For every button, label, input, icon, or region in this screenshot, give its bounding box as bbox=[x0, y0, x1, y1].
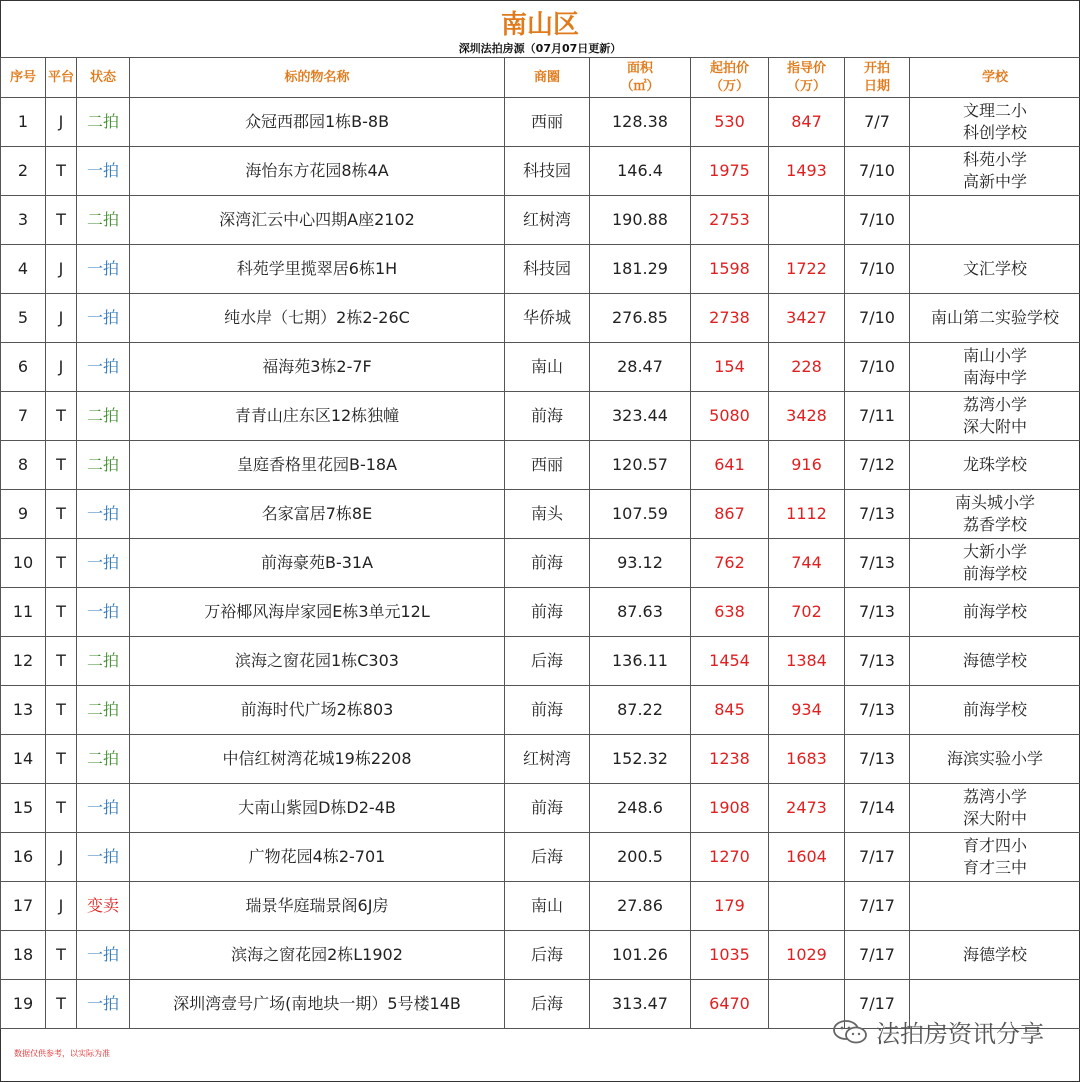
watermark bbox=[832, 1014, 1044, 1049]
cell-district: 前海 bbox=[505, 588, 590, 637]
disclaimer-note: 数据仅供参考，以实际为准 bbox=[14, 1049, 110, 1058]
school-name-2: 深大附中 bbox=[962, 417, 1027, 436]
cell-school bbox=[910, 343, 1080, 392]
cell-school bbox=[910, 588, 1080, 637]
cell-no: 19 bbox=[1, 980, 46, 1029]
school-name-2: 深大附中 bbox=[962, 809, 1027, 828]
school-name-1: 文理二小 bbox=[962, 101, 1027, 120]
school-name-1: 海滨实验小学 bbox=[946, 749, 1043, 768]
table-row bbox=[1, 196, 1080, 245]
school-name-1: 文汇学校 bbox=[962, 259, 1027, 278]
table-row bbox=[1, 294, 1080, 343]
table-row bbox=[1, 392, 1080, 441]
school-name-2: 育才三中 bbox=[962, 858, 1027, 877]
cell-district: 南山 bbox=[505, 343, 590, 392]
cell-no: 6 bbox=[1, 343, 46, 392]
cell-area: 28.47 bbox=[590, 343, 691, 392]
cell-platform: J bbox=[46, 245, 77, 294]
cell-district: 科技园 bbox=[505, 245, 590, 294]
cell-status: 二拍 bbox=[77, 686, 130, 735]
cell-date: 7/13 bbox=[845, 588, 910, 637]
cell-district: 后海 bbox=[505, 931, 590, 980]
cell-date: 7/17 bbox=[845, 980, 910, 1029]
cell-name: 大南山紫园D栋D2-4B bbox=[130, 784, 505, 833]
cell-name: 滨海之窗花园1栋C303 bbox=[130, 637, 505, 686]
cell-school bbox=[910, 98, 1080, 147]
page-subtitle: 深圳法拍房源（07月07日更新） bbox=[458, 42, 622, 55]
cell-area: 120.57 bbox=[590, 441, 691, 490]
cell-district: 前海 bbox=[505, 686, 590, 735]
cell-date: 7/13 bbox=[845, 637, 910, 686]
cell-district: 红树湾 bbox=[505, 735, 590, 784]
cell-district: 前海 bbox=[505, 392, 590, 441]
cell-no: 18 bbox=[1, 931, 46, 980]
cell-name: 青青山庄东区12栋独幢 bbox=[130, 392, 505, 441]
col-header-no: 序号 bbox=[1, 58, 46, 98]
cell-area: 313.47 bbox=[590, 980, 691, 1029]
cell-area: 190.88 bbox=[590, 196, 691, 245]
cell-date: 7/10 bbox=[845, 196, 910, 245]
cell-start-price: 530 bbox=[691, 98, 769, 147]
cell-status: 二拍 bbox=[77, 637, 130, 686]
col-header-start-price: 起拍价 （万） bbox=[691, 58, 769, 98]
cell-guide-price: 1384 bbox=[769, 637, 845, 686]
cell-school bbox=[910, 833, 1080, 882]
cell-status: 一拍 bbox=[77, 294, 130, 343]
cell-start-price: 154 bbox=[691, 343, 769, 392]
cell-guide-price: 1722 bbox=[769, 245, 845, 294]
cell-name: 前海时代广场2栋803 bbox=[130, 686, 505, 735]
cell-platform: T bbox=[46, 637, 77, 686]
cell-area: 107.59 bbox=[590, 490, 691, 539]
cell-date: 7/10 bbox=[845, 294, 910, 343]
table-row bbox=[1, 343, 1080, 392]
cell-no: 13 bbox=[1, 686, 46, 735]
cell-guide-price bbox=[769, 882, 845, 931]
cell-guide-price: 934 bbox=[769, 686, 845, 735]
school-name-1: 荔湾小学 bbox=[962, 395, 1027, 414]
cell-area: 181.29 bbox=[590, 245, 691, 294]
cell-platform: T bbox=[46, 392, 77, 441]
cell-school bbox=[910, 490, 1080, 539]
cell-start-price: 1598 bbox=[691, 245, 769, 294]
cell-start-price: 638 bbox=[691, 588, 769, 637]
cell-no: 14 bbox=[1, 735, 46, 784]
cell-school bbox=[910, 294, 1080, 343]
cell-platform: T bbox=[46, 539, 77, 588]
cell-school bbox=[910, 735, 1080, 784]
cell-date: 7/10 bbox=[845, 245, 910, 294]
cell-no: 1 bbox=[1, 98, 46, 147]
cell-date: 7/13 bbox=[845, 539, 910, 588]
cell-district: 南头 bbox=[505, 490, 590, 539]
cell-no: 17 bbox=[1, 882, 46, 931]
cell-no: 8 bbox=[1, 441, 46, 490]
cell-platform: T bbox=[46, 196, 77, 245]
cell-start-price: 1454 bbox=[691, 637, 769, 686]
cell-school bbox=[910, 147, 1080, 196]
cell-status: 一拍 bbox=[77, 490, 130, 539]
cell-school bbox=[910, 882, 1080, 931]
cell-platform: T bbox=[46, 686, 77, 735]
table-row bbox=[1, 441, 1080, 490]
cell-start-price: 1908 bbox=[691, 784, 769, 833]
cell-date: 7/13 bbox=[845, 686, 910, 735]
cell-platform: J bbox=[46, 294, 77, 343]
school-name-1: 前海学校 bbox=[962, 700, 1027, 719]
cell-guide-price: 1604 bbox=[769, 833, 845, 882]
cell-name: 纯水岸（七期）2栋2-26C bbox=[130, 294, 505, 343]
cell-district: 南山 bbox=[505, 882, 590, 931]
school-name-1: 大新小学 bbox=[962, 542, 1027, 561]
cell-start-price: 845 bbox=[691, 686, 769, 735]
cell-name: 前海豪苑B-31A bbox=[130, 539, 505, 588]
page-title: 南山区 bbox=[500, 10, 579, 40]
cell-district: 前海 bbox=[505, 784, 590, 833]
cell-school bbox=[910, 441, 1080, 490]
cell-date: 7/11 bbox=[845, 392, 910, 441]
cell-date: 7/10 bbox=[845, 343, 910, 392]
cell-name: 众冠西郡园1栋B-8B bbox=[130, 98, 505, 147]
school-name-2: 荔香学校 bbox=[962, 515, 1027, 534]
cell-name: 万裕椰风海岸家园E栋3单元12L bbox=[130, 588, 505, 637]
cell-platform: J bbox=[46, 882, 77, 931]
school-name-1: 科苑小学 bbox=[962, 150, 1027, 169]
cell-no: 15 bbox=[1, 784, 46, 833]
cell-area: 136.11 bbox=[590, 637, 691, 686]
cell-area: 27.86 bbox=[590, 882, 691, 931]
cell-date: 7/7 bbox=[845, 98, 910, 147]
cell-no: 2 bbox=[1, 147, 46, 196]
cell-district: 华侨城 bbox=[505, 294, 590, 343]
cell-guide-price: 3427 bbox=[769, 294, 845, 343]
cell-area: 87.63 bbox=[590, 588, 691, 637]
table-header-row bbox=[1, 58, 1080, 98]
cell-platform: T bbox=[46, 441, 77, 490]
col-header-name: 标的物名称 bbox=[130, 58, 505, 98]
cell-school bbox=[910, 931, 1080, 980]
cell-date: 7/13 bbox=[845, 490, 910, 539]
school-name-1: 荔湾小学 bbox=[962, 787, 1027, 806]
cell-platform: J bbox=[46, 343, 77, 392]
school-name-1: 育才四小 bbox=[962, 836, 1027, 855]
col-header-date: 开拍 日期 bbox=[845, 58, 910, 98]
cell-status: 一拍 bbox=[77, 147, 130, 196]
cell-no: 16 bbox=[1, 833, 46, 882]
cell-no: 5 bbox=[1, 294, 46, 343]
cell-guide-price: 1029 bbox=[769, 931, 845, 980]
cell-district: 科技园 bbox=[505, 147, 590, 196]
cell-guide-price: 228 bbox=[769, 343, 845, 392]
school-name-1: 海德学校 bbox=[962, 945, 1027, 964]
cell-status: 二拍 bbox=[77, 735, 130, 784]
cell-start-price: 1975 bbox=[691, 147, 769, 196]
table-row bbox=[1, 735, 1080, 784]
table-row bbox=[1, 490, 1080, 539]
table-row bbox=[1, 833, 1080, 882]
school-name-2: 高新中学 bbox=[962, 172, 1027, 191]
cell-name: 科苑学里揽翠居6栋1H bbox=[130, 245, 505, 294]
cell-name: 中信红树湾花城19栋2208 bbox=[130, 735, 505, 784]
school-name-1: 南山小学 bbox=[962, 346, 1027, 365]
cell-guide-price: 847 bbox=[769, 98, 845, 147]
cell-start-price: 6470 bbox=[691, 980, 769, 1029]
cell-date: 7/17 bbox=[845, 931, 910, 980]
cell-status: 一拍 bbox=[77, 784, 130, 833]
cell-district: 后海 bbox=[505, 980, 590, 1029]
cell-name: 瑞景华庭瑞景阁6J房 bbox=[130, 882, 505, 931]
cell-name: 皇庭香格里花园B-18A bbox=[130, 441, 505, 490]
cell-area: 146.4 bbox=[590, 147, 691, 196]
cell-school bbox=[910, 637, 1080, 686]
cell-platform: J bbox=[46, 98, 77, 147]
cell-guide-price: 744 bbox=[769, 539, 845, 588]
cell-platform: T bbox=[46, 931, 77, 980]
cell-no: 4 bbox=[1, 245, 46, 294]
cell-area: 200.5 bbox=[590, 833, 691, 882]
cell-status: 一拍 bbox=[77, 833, 130, 882]
table-row bbox=[1, 784, 1080, 833]
cell-platform: T bbox=[46, 735, 77, 784]
cell-status: 一拍 bbox=[77, 539, 130, 588]
cell-name: 深圳湾壹号广场(南地块一期）5号楼14B bbox=[130, 980, 505, 1029]
cell-area: 87.22 bbox=[590, 686, 691, 735]
cell-start-price: 2738 bbox=[691, 294, 769, 343]
cell-school bbox=[910, 196, 1080, 245]
cell-name: 广物花园4栋2-701 bbox=[130, 833, 505, 882]
col-header-guide-price: 指导价 （万） bbox=[769, 58, 845, 98]
cell-status: 二拍 bbox=[77, 441, 130, 490]
cell-area: 323.44 bbox=[590, 392, 691, 441]
col-header-area: 面积 （㎡） bbox=[590, 58, 691, 98]
cell-name: 福海苑3栋2-7F bbox=[130, 343, 505, 392]
cell-platform: T bbox=[46, 784, 77, 833]
cell-platform: T bbox=[46, 980, 77, 1029]
cell-platform: J bbox=[46, 833, 77, 882]
cell-school bbox=[910, 392, 1080, 441]
cell-status: 二拍 bbox=[77, 392, 130, 441]
watermark-text: 法拍房资讯分享 bbox=[876, 1020, 1044, 1048]
cell-start-price: 1238 bbox=[691, 735, 769, 784]
cell-start-price: 1270 bbox=[691, 833, 769, 882]
table-row bbox=[1, 588, 1080, 637]
cell-area: 152.32 bbox=[590, 735, 691, 784]
cell-no: 10 bbox=[1, 539, 46, 588]
cell-status: 一拍 bbox=[77, 588, 130, 637]
wechat-icon bbox=[832, 1019, 868, 1045]
cell-date: 7/12 bbox=[845, 441, 910, 490]
school-name-1: 前海学校 bbox=[962, 602, 1027, 621]
cell-guide-price: 1683 bbox=[769, 735, 845, 784]
cell-date: 7/14 bbox=[845, 784, 910, 833]
cell-date: 7/17 bbox=[845, 833, 910, 882]
school-name-1: 南山第二实验学校 bbox=[930, 308, 1059, 327]
table-row bbox=[1, 98, 1080, 147]
cell-name: 名家富居7栋8E bbox=[130, 490, 505, 539]
cell-platform: T bbox=[46, 147, 77, 196]
school-name-2: 前海学校 bbox=[962, 564, 1027, 583]
cell-no: 9 bbox=[1, 490, 46, 539]
cell-area: 276.85 bbox=[590, 294, 691, 343]
cell-name: 海怡东方花园8栋4A bbox=[130, 147, 505, 196]
school-name-2: 科创学校 bbox=[962, 123, 1027, 142]
col-header-status: 状态 bbox=[77, 58, 130, 98]
school-name-1: 龙珠学校 bbox=[962, 455, 1027, 474]
cell-district: 西丽 bbox=[505, 441, 590, 490]
cell-date: 7/10 bbox=[845, 147, 910, 196]
listings-table bbox=[0, 57, 1080, 1029]
cell-date: 7/17 bbox=[845, 882, 910, 931]
cell-area: 101.26 bbox=[590, 931, 691, 980]
school-name-2: 南海中学 bbox=[962, 368, 1027, 387]
table-row bbox=[1, 882, 1080, 931]
cell-guide-price: 3428 bbox=[769, 392, 845, 441]
cell-guide-price: 1112 bbox=[769, 490, 845, 539]
cell-area: 93.12 bbox=[590, 539, 691, 588]
cell-start-price: 179 bbox=[691, 882, 769, 931]
cell-no: 11 bbox=[1, 588, 46, 637]
cell-status: 二拍 bbox=[77, 98, 130, 147]
cell-guide-price: 916 bbox=[769, 441, 845, 490]
cell-district: 红树湾 bbox=[505, 196, 590, 245]
table-row bbox=[1, 147, 1080, 196]
cell-start-price: 867 bbox=[691, 490, 769, 539]
cell-district: 西丽 bbox=[505, 98, 590, 147]
cell-platform: T bbox=[46, 588, 77, 637]
cell-guide-price bbox=[769, 196, 845, 245]
cell-no: 7 bbox=[1, 392, 46, 441]
cell-no: 3 bbox=[1, 196, 46, 245]
cell-status: 一拍 bbox=[77, 343, 130, 392]
cell-name: 深湾汇云中心四期A座2102 bbox=[130, 196, 505, 245]
cell-no: 12 bbox=[1, 637, 46, 686]
cell-start-price: 2753 bbox=[691, 196, 769, 245]
table-row bbox=[1, 245, 1080, 294]
cell-start-price: 1035 bbox=[691, 931, 769, 980]
cell-school bbox=[910, 245, 1080, 294]
cell-start-price: 5080 bbox=[691, 392, 769, 441]
school-name-1: 海德学校 bbox=[962, 651, 1027, 670]
col-header-school: 学校 bbox=[910, 58, 1080, 98]
cell-name: 滨海之窗花园2栋L1902 bbox=[130, 931, 505, 980]
cell-school bbox=[910, 539, 1080, 588]
cell-district: 后海 bbox=[505, 637, 590, 686]
cell-status: 一拍 bbox=[77, 980, 130, 1029]
cell-school bbox=[910, 784, 1080, 833]
cell-guide-price: 1493 bbox=[769, 147, 845, 196]
cell-district: 后海 bbox=[505, 833, 590, 882]
cell-platform: T bbox=[46, 490, 77, 539]
cell-area: 128.38 bbox=[590, 98, 691, 147]
col-header-district: 商圈 bbox=[505, 58, 590, 98]
cell-start-price: 641 bbox=[691, 441, 769, 490]
cell-date: 7/13 bbox=[845, 735, 910, 784]
cell-status: 二拍 bbox=[77, 196, 130, 245]
table-row bbox=[1, 686, 1080, 735]
cell-status: 一拍 bbox=[77, 931, 130, 980]
cell-status: 变卖 bbox=[77, 882, 130, 931]
cell-guide-price: 702 bbox=[769, 588, 845, 637]
school-name-1: 南头城小学 bbox=[954, 493, 1035, 512]
cell-district: 前海 bbox=[505, 539, 590, 588]
col-header-platform: 平台 bbox=[46, 58, 77, 98]
table-row bbox=[1, 539, 1080, 588]
cell-guide-price: 2473 bbox=[769, 784, 845, 833]
cell-start-price: 762 bbox=[691, 539, 769, 588]
table-row bbox=[1, 637, 1080, 686]
cell-area: 248.6 bbox=[590, 784, 691, 833]
cell-status: 一拍 bbox=[77, 245, 130, 294]
table-row bbox=[1, 931, 1080, 980]
cell-school bbox=[910, 686, 1080, 735]
